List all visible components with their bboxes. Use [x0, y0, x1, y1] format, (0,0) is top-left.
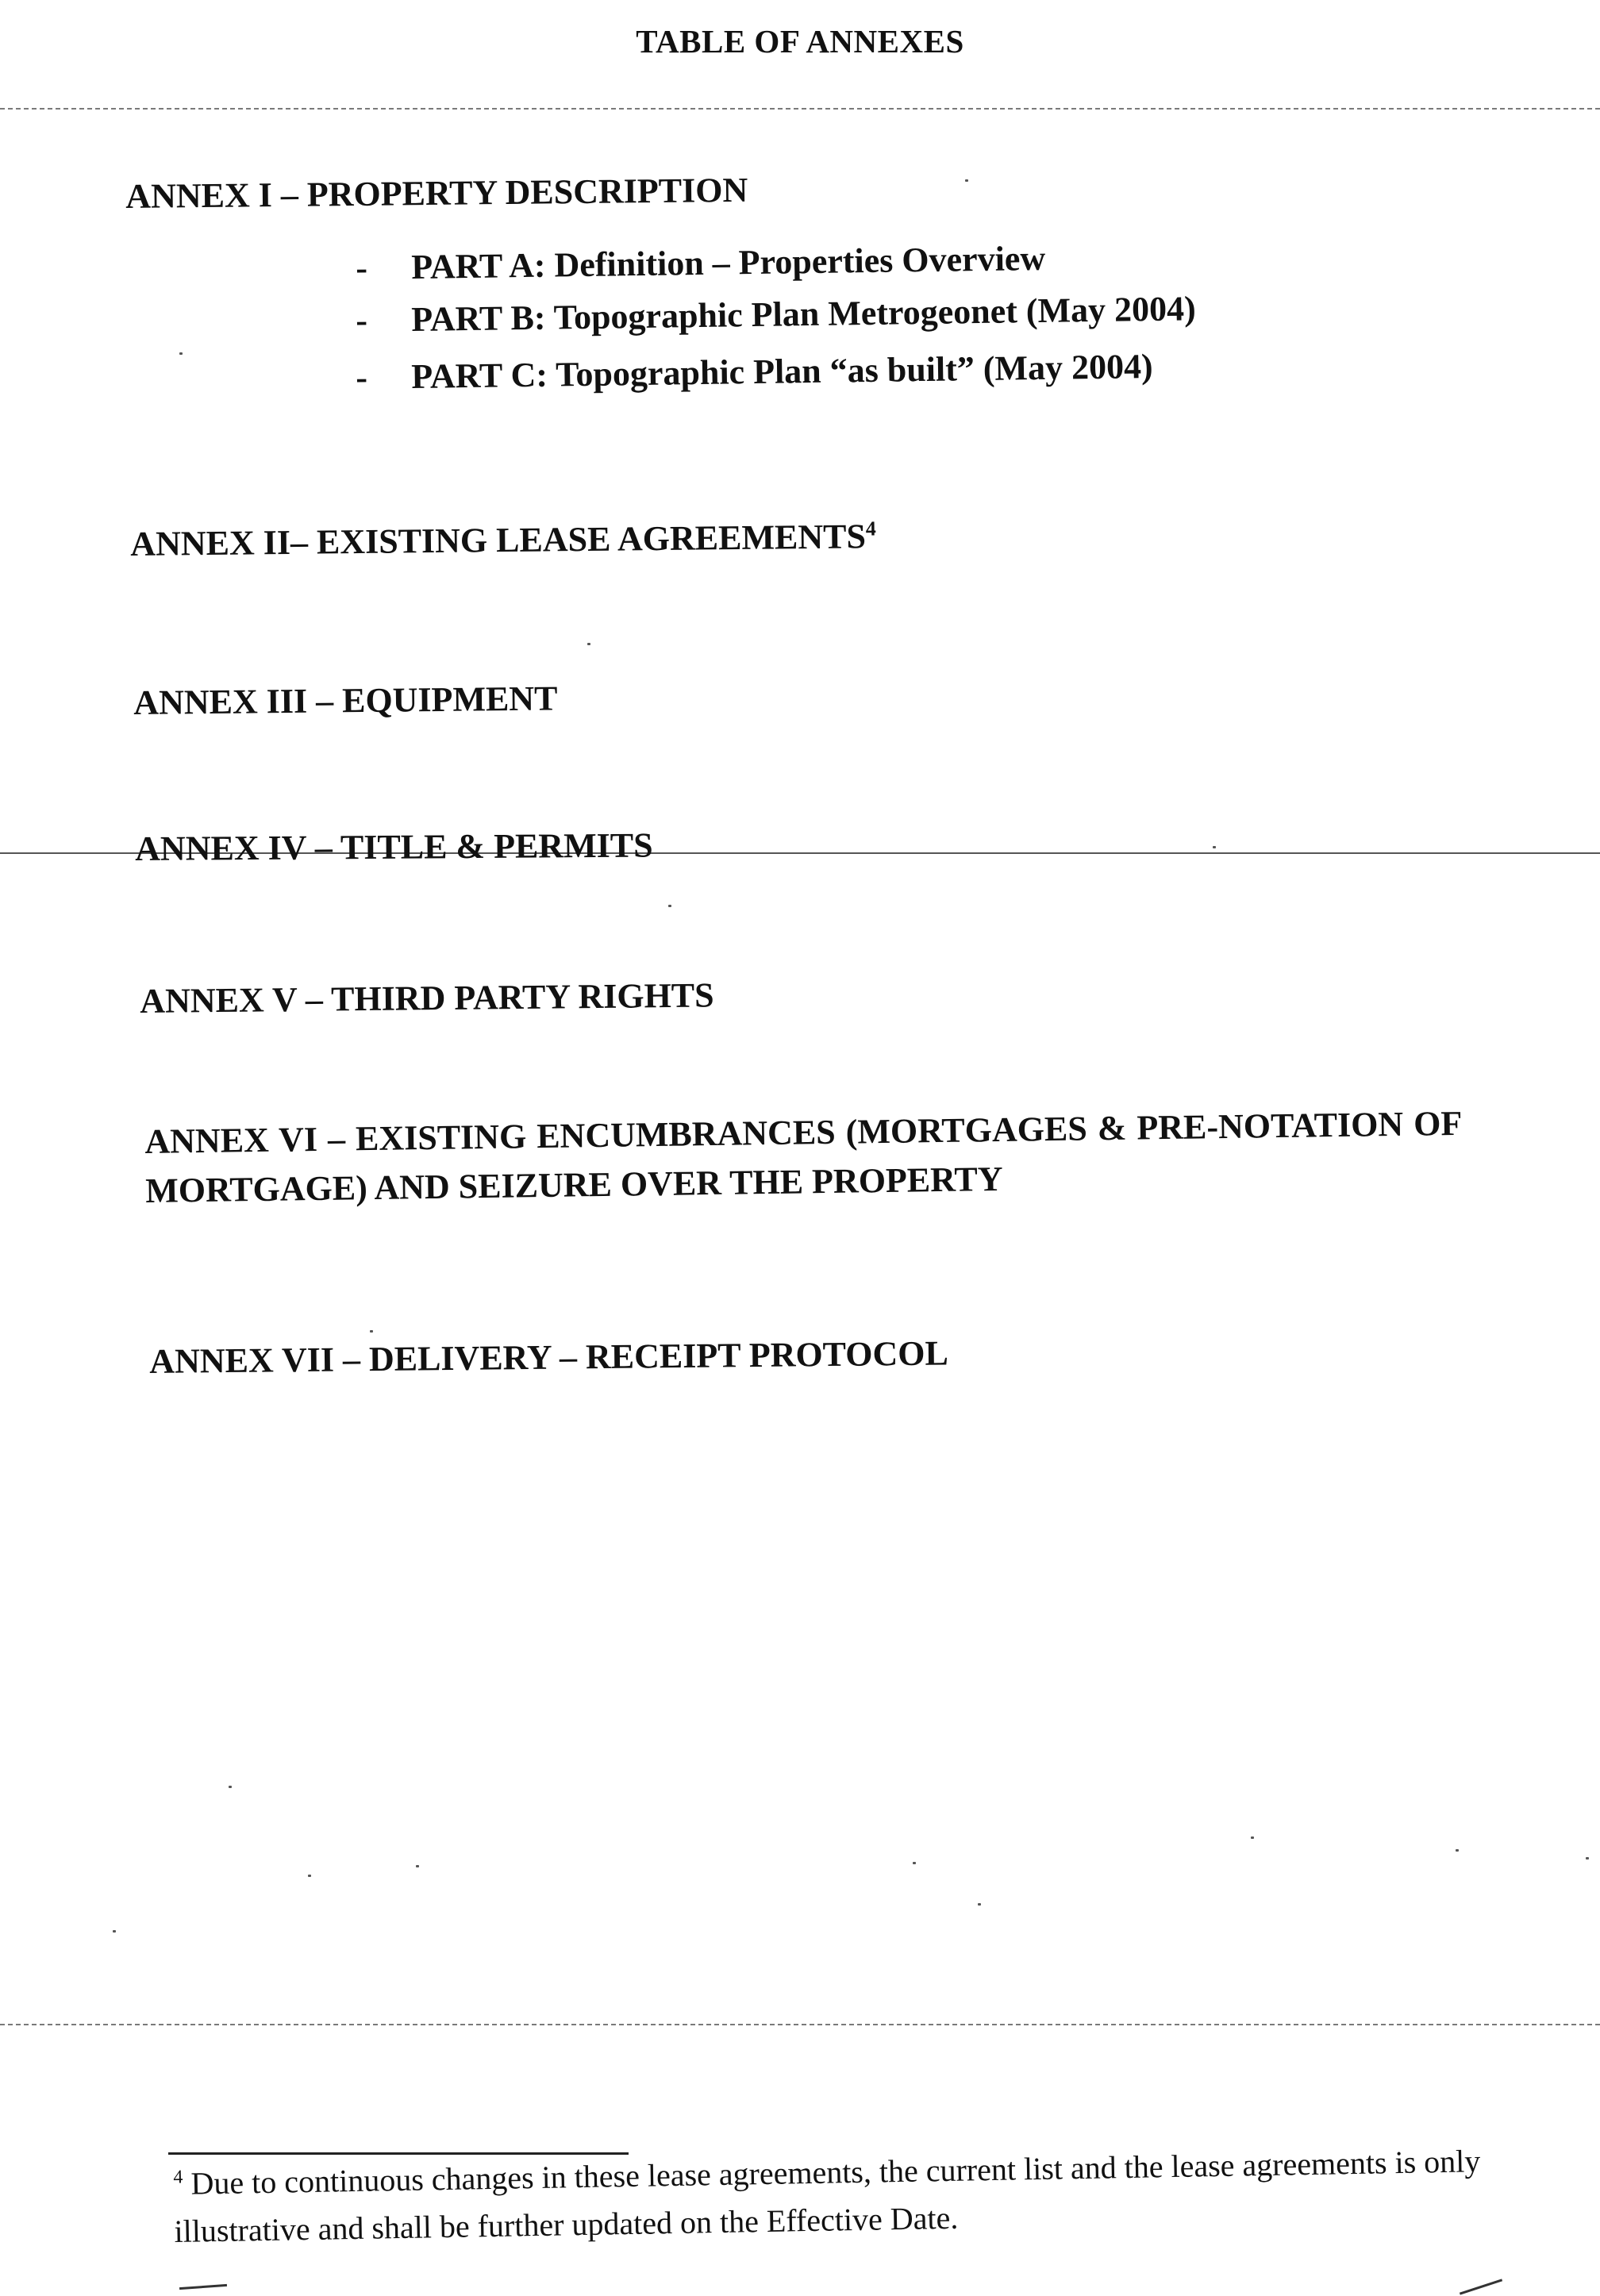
- scan-speck: [113, 1930, 116, 1933]
- list-bullet: -: [356, 300, 368, 340]
- footnote: [173, 2137, 1508, 2256]
- scan-speck: [370, 1330, 373, 1333]
- list-bullet: -: [356, 248, 368, 287]
- annex-1-part-a: [356, 238, 1046, 288]
- annex-1-part-c: [356, 346, 1153, 398]
- scan-speck: [913, 1862, 916, 1864]
- footnote-reference: 4: [865, 517, 876, 540]
- scan-artifact-mark-right: [1460, 2279, 1502, 2294]
- page-title: TABLE OF ANNEXES: [636, 23, 964, 60]
- annex-1-heading: ANNEX I – PROPERTY DESCRIPTION: [125, 170, 748, 216]
- annex-label: ANNEX II– EXISTING LEASE AGREEMENTS: [130, 517, 867, 563]
- scan-artifact-mark-left: [179, 2284, 227, 2290]
- footnote-text: Due to continuous changes in these lease agreements, the current list and the lease agreements is only illustrative and shall be further updated on the Effective Date.: [174, 2143, 1481, 2249]
- list-bullet: -: [356, 357, 368, 397]
- scan-speck: [587, 643, 590, 645]
- scan-speck: [1213, 846, 1216, 848]
- scan-speck: [229, 1786, 232, 1788]
- annex-7-heading: ANNEX VII – DELIVERY – RECEIPT PROTOCOL: [149, 1333, 949, 1381]
- annex-3-heading: ANNEX III – EQUIPMENT: [133, 679, 558, 722]
- scan-speck: [416, 1865, 419, 1867]
- part-label: PART C: Topographic Plan “as built” (May 2004): [411, 346, 1153, 397]
- annex-4-heading: ANNEX IV – TITLE & PERMITS: [135, 825, 653, 868]
- annex-2-heading: [130, 516, 876, 564]
- scan-speck: [1456, 1849, 1459, 1852]
- scan-speck: [1251, 1836, 1254, 1839]
- footnote-marker: 4: [173, 2167, 183, 2188]
- annex-1-part-b: [356, 288, 1196, 340]
- scan-speck: [978, 1903, 981, 1906]
- annex-5-heading: ANNEX V – THIRD PARTY RIGHTS: [140, 975, 714, 1021]
- scan-artifact-line-bottom: [0, 2024, 1600, 2025]
- scan-speck: [965, 179, 968, 182]
- annex-6-heading: ANNEX VI – EXISTING ENCUMBRANCES (MORTGAGES & PRE-NOTATION OF MORTGAGE) AND SEIZURE OVER THE PROPERTY: [144, 1103, 1463, 1210]
- scan-artifact-line-top: [0, 108, 1600, 110]
- scan-speck: [1586, 1857, 1589, 1859]
- scan-speck: [308, 1875, 311, 1877]
- scan-speck: [668, 905, 671, 907]
- part-label: PART B: Topographic Plan Metrogeonet (May 2004): [411, 289, 1197, 340]
- scan-speck: [179, 352, 183, 355]
- part-label: PART A: Definition – Properties Overview: [411, 238, 1046, 287]
